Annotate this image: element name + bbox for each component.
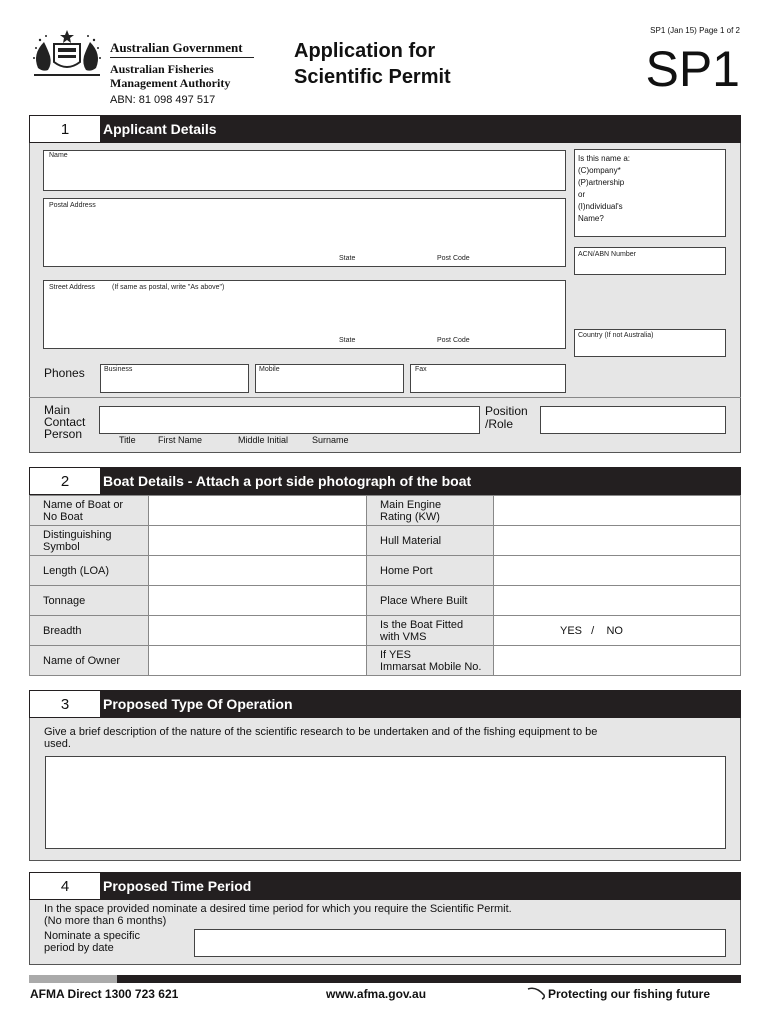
- place-built-input[interactable]: [494, 586, 741, 616]
- entity-line: (P)artnership: [578, 178, 625, 187]
- country-label: Country (If not Australia): [578, 332, 654, 339]
- main-contact-label: [44, 404, 85, 440]
- postal-postcode-label: Post Code: [437, 255, 470, 262]
- street-address-label: Street Address: [49, 284, 95, 291]
- table-row: [30, 586, 741, 616]
- cell-line: Distinguishing: [43, 528, 112, 541]
- place-built-label: Place Where Built: [367, 586, 494, 616]
- tonnage-input[interactable]: [149, 586, 367, 616]
- boat-details-table: [29, 495, 741, 676]
- cell-line: Rating (KW): [380, 510, 440, 523]
- authority-line-2: Management Authority: [110, 76, 231, 90]
- table-row: [30, 616, 741, 646]
- boat-name-input[interactable]: [149, 496, 367, 526]
- authority-line-1: Australian Fisheries: [110, 62, 214, 76]
- entity-type-question: [578, 153, 630, 225]
- immarsat-label: [367, 646, 494, 676]
- contact-middle-initial-label: Middle Initial: [238, 435, 289, 445]
- position-role-label: [485, 405, 528, 431]
- cell-line: Main Engine: [380, 498, 442, 511]
- main-contact-line: Contact: [44, 415, 86, 429]
- cell-line: with VMS: [380, 630, 427, 643]
- name-field[interactable]: [43, 150, 566, 191]
- table-row: [30, 556, 741, 586]
- cell-line: Immarsat Mobile No.: [380, 660, 482, 673]
- operation-description-field[interactable]: [45, 756, 726, 849]
- footer-bar-dark: [117, 975, 741, 983]
- street-state-label: State: [339, 337, 356, 344]
- owner-name-label: Name of Owner: [30, 646, 149, 676]
- name-label: Name: [49, 152, 68, 159]
- section-4-instruction: [44, 903, 512, 927]
- position-line: /Role: [485, 417, 514, 431]
- form-code: SP1: [645, 41, 740, 97]
- page-title-line-2: Scientific Permit: [294, 66, 451, 88]
- main-contact-field[interactable]: [99, 406, 480, 434]
- engine-rating-input[interactable]: [494, 496, 741, 526]
- phones-label: Phones: [44, 366, 85, 380]
- postal-address-label: Postal Address: [49, 202, 96, 209]
- breadth-label: Breadth: [30, 616, 149, 646]
- section-3-number: 3: [30, 691, 100, 717]
- street-postcode-label: Post Code: [437, 337, 470, 344]
- distinguishing-symbol-input[interactable]: [149, 526, 367, 556]
- boat-name-label: [30, 496, 149, 526]
- entity-line: Is this name a:: [578, 154, 631, 163]
- section-2-header: [29, 467, 741, 495]
- hull-material-label: Hull Material: [367, 526, 494, 556]
- engine-rating-label: [367, 496, 494, 526]
- nominate-period-label: [44, 930, 140, 954]
- section-4-header: [29, 872, 741, 900]
- cell-line: Name of Boat or: [43, 498, 124, 511]
- postal-state-label: State: [339, 255, 356, 262]
- section-1-title: Applicant Details: [103, 121, 217, 137]
- breadth-input[interactable]: [149, 616, 367, 646]
- entity-line: or: [578, 190, 586, 199]
- hull-material-input[interactable]: [494, 526, 741, 556]
- gov-underline: [110, 57, 254, 58]
- street-address-hint: (If same as postal, write "As above"): [112, 284, 225, 291]
- owner-name-input[interactable]: [149, 646, 367, 676]
- cell-line: Is the Boat Fitted: [380, 618, 464, 631]
- cell-line: No Boat: [43, 510, 83, 523]
- section-1-header: [29, 115, 741, 143]
- contact-first-name-label: First Name: [158, 435, 203, 445]
- section-3-instruction: [44, 726, 597, 750]
- mobile-phone-label: Mobile: [259, 366, 280, 373]
- position-role-field[interactable]: [540, 406, 726, 434]
- section-4-number: 4: [30, 873, 100, 899]
- tonnage-label: Tonnage: [30, 586, 149, 616]
- footer-bar-grey: [29, 975, 117, 983]
- vms-label: [367, 616, 494, 646]
- time-period-field[interactable]: [194, 929, 726, 957]
- section-1-divider: [29, 397, 741, 398]
- postal-address-field[interactable]: [43, 198, 566, 267]
- table-row: [30, 496, 741, 526]
- section-3-header: [29, 690, 741, 718]
- section-3-title: Proposed Type Of Operation: [103, 696, 293, 712]
- position-line: Position: [485, 404, 528, 418]
- table-row: [30, 646, 741, 676]
- length-input[interactable]: [149, 556, 367, 586]
- fax-field[interactable]: [410, 364, 566, 393]
- page-title-line-1: Application for: [294, 40, 436, 62]
- cell-line: Symbol: [43, 540, 80, 553]
- acn-abn-label: ACN/ABN Number: [578, 251, 636, 258]
- cell-line: If YES: [380, 648, 411, 661]
- entity-line: Name?: [578, 214, 604, 223]
- length-label: Length (LOA): [30, 556, 149, 586]
- entity-line: (I)ndividual's: [578, 202, 623, 211]
- coat-of-arms-logo: [30, 28, 104, 80]
- abn: ABN: 81 098 497 517: [110, 94, 216, 106]
- business-phone-label: Business: [104, 366, 133, 373]
- vms-answer[interactable]: YES / NO: [560, 624, 623, 637]
- fish-hook-icon: [527, 986, 547, 1000]
- form-reference: SP1 (Jan 15) Page 1 of 2: [650, 26, 740, 35]
- main-contact-line: Main: [44, 403, 71, 417]
- contact-surname-label: Surname: [312, 435, 349, 445]
- instruction-line: used.: [44, 738, 71, 750]
- entity-line: (C)ompany*: [578, 166, 621, 175]
- table-row: [30, 526, 741, 556]
- instruction-line: In the space provided nominate a desired time period for which you require the Scientific Permit.: [44, 903, 512, 915]
- home-port-label: Home Port: [367, 556, 494, 586]
- footer-slogan: Protecting our fishing future: [548, 987, 710, 1001]
- nominate-line: period by date: [44, 942, 114, 954]
- footer-website: www.afma.gov.au: [326, 987, 427, 1001]
- main-contact-line: Person: [44, 427, 83, 441]
- immarsat-input[interactable]: [494, 646, 741, 676]
- nominate-line: Nominate a specific: [44, 930, 140, 942]
- gov-name: Australian Government: [110, 40, 243, 55]
- instruction-line: (No more than 6 months): [44, 915, 167, 927]
- home-port-input[interactable]: [494, 556, 741, 586]
- fax-label: Fax: [415, 366, 427, 373]
- section-2-number: 2: [30, 468, 100, 494]
- distinguishing-symbol-label: [30, 526, 149, 556]
- instruction-line: Give a brief description of the nature of the scientific research to be undertaken and of the fishing equipment to be: [44, 726, 598, 738]
- footer-phone: AFMA Direct 1300 723 621: [30, 987, 179, 1001]
- section-4-title: Proposed Time Period: [103, 878, 252, 894]
- section-2-title: Boat Details - Attach a port side photograph of the boat: [103, 473, 472, 489]
- vms-yes-no-option[interactable]: [494, 616, 741, 646]
- contact-title-label: Title: [119, 435, 136, 445]
- section-1-number: 1: [30, 116, 100, 142]
